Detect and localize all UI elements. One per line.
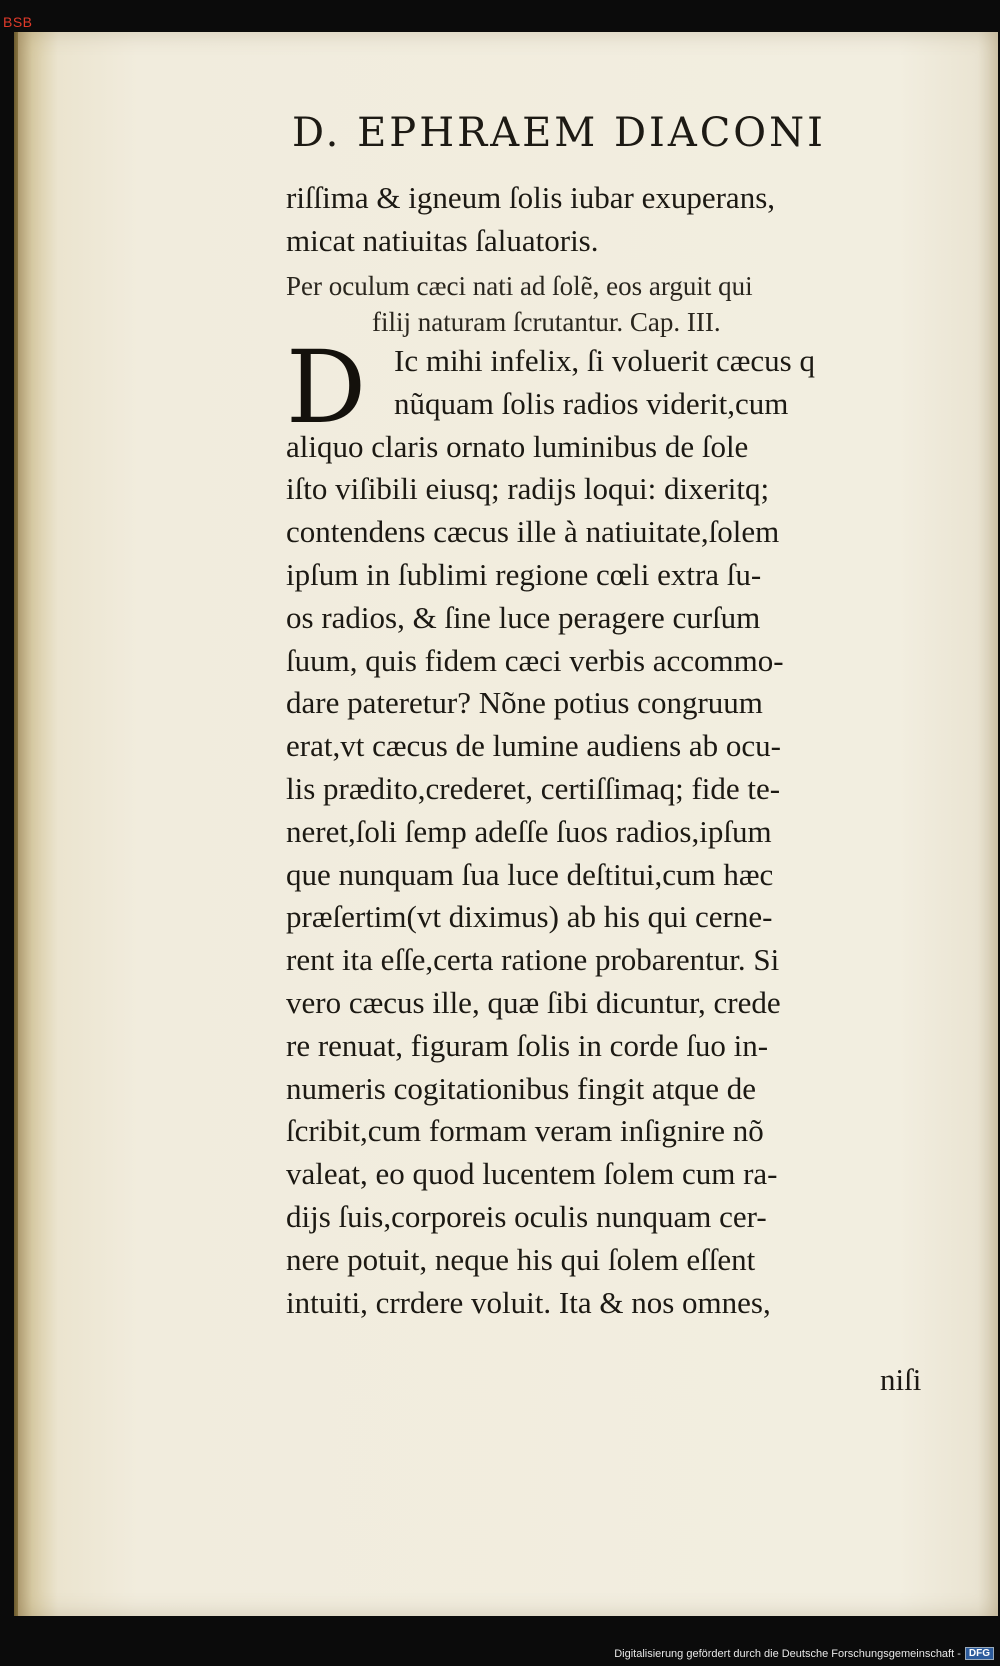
text-line: Ic mihi infelix, ſi voluerit cæcus q: [394, 343, 815, 378]
chapter-heading-line: filij naturam ſcrutantur. Cap. III.: [372, 307, 721, 337]
library-mark: BSB: [3, 14, 33, 30]
text-line: re renuat, figuram ſolis in corde ſuo in-: [286, 1027, 769, 1063]
text-line: erat,vt cæcus de lumine audiens ab ocu-: [286, 728, 781, 764]
chapter-heading: [286, 268, 938, 340]
text-line: ſcribit,cum formam veram inſignire nõ: [286, 1113, 764, 1149]
text-line: aliquo claris ornato luminibus de ſole: [286, 428, 749, 464]
text-line: lis prædito,crederet, certiſſimaq; fide te-: [286, 770, 781, 806]
text-line: neret,ſoli ſemp adeſſe ſuos radios,ipſum: [286, 813, 772, 849]
text-line: dijs ſuis,corporeis oculis nunquam cer-: [286, 1198, 767, 1234]
intro-text: [286, 176, 938, 262]
text-line: nũquam ſolis radios viderit,cum: [394, 385, 789, 421]
text-line: numeris cogitationibus fingit atque de: [286, 1070, 757, 1106]
text-line: riſſima & igneum ſolis iubar exuperans,: [286, 180, 776, 215]
text-line: micat natiuitas ſaluatoris.: [286, 223, 599, 258]
body-text: [286, 329, 938, 1324]
text-line: iſto viſibili eiusq; radijs loqui: dixeritq;: [286, 471, 770, 507]
drop-cap: D: [286, 329, 367, 446]
text-line: nere potuit, neque his qui ſolem eſſent: [286, 1241, 756, 1277]
text-line: rent ita eſſe,certa ratione probarentur. Si: [286, 942, 780, 978]
text-line: contendens cæcus ille à natiuitate,ſolem: [286, 514, 780, 550]
text-line: dare pateretur? Nõne potius congruum: [286, 685, 763, 721]
text-line: vero cæcus ille, quæ ſibi dicuntur, crede: [286, 984, 781, 1020]
text-line: præſertim(vt diximus) ab his qui cerne-: [286, 899, 773, 935]
text-line: os radios, & ſine luce peragere curſum: [286, 599, 761, 635]
catchword: niſi: [880, 1362, 922, 1397]
dfg-logo: DFG: [965, 1647, 994, 1660]
text-line: ſuum, quis fidem cæci verbis accommo-: [286, 642, 784, 678]
footer-text: Digitalisierung gefördert durch die Deutsche Forschungsgemeinschaft -: [614, 1647, 961, 1660]
text-line: ipſum in ſublimi regione cœli extra ſu-: [286, 556, 762, 592]
text-line: intuiti, crrdere voluit. Ita & nos omnes,: [286, 1284, 771, 1320]
running-head: D. EPHRAEM DIACONI: [292, 110, 826, 156]
chapter-heading-line: Per oculum cæci nati ad ſolẽ, eos arguit qui: [286, 271, 753, 301]
funding-footer: [614, 1647, 994, 1660]
text-line: que nunquam ſua luce deſtitui,cum hæc: [286, 856, 774, 892]
text-line: valeat, eo quod lucentem ſolem cum ra-: [286, 1156, 778, 1192]
